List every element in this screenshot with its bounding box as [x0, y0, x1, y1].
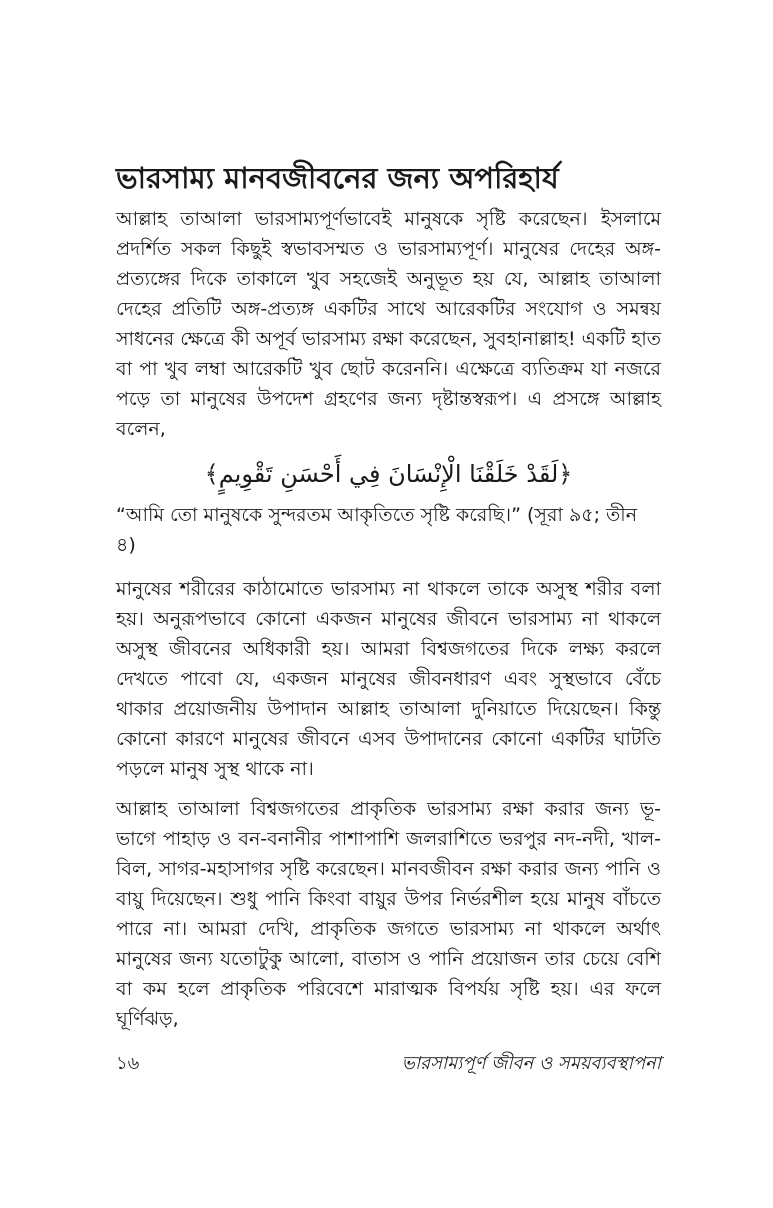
paragraph-body-health: মানুষের শরীরের কাঠামোতে ভারসাম্য না থাকলে তাকে অসুস্থ শরীর বলা হয়। অনুরূপভাবে কোনো একজন মানুষের জীবনে ভারসাম্য না থাকলে অসুস্থ জীবনের অধিকারী হয়। আমরা বিশ্বজগতের দিকে লক্ষ্য করলে দেখতে পাবো যে, একজন মানুষের জীবনধারণ এবং সুস্থভাবে বেঁচে থাকার প্রয়োজনীয় উপাদান আল্লাহ তাআলা দুনিয়াতে দিয়েছেন। কিন্তু কোনো কারণে মানুষের জীবনে এসব উপাদানের কোনো একটির ঘাটতি পড়লে মানুষ সুস্থ থাকে না।: [116, 578, 661, 780]
page-number: ১৬: [116, 1053, 140, 1074]
section-heading: ভারসাম্য মানবজীবনের জন্য অপরিহার্য: [116, 161, 559, 195]
verse-translation: “আমি তো মানুষকে সুন্দরতম আকৃতিতে সৃষ্টি করেছি।” (সূরা ৯৫; তীন ৪): [116, 504, 638, 556]
arabic-verse: ﴿لَقَدْ خَلَقْنَا الْإِنْسَانَ فِي أَحْسَنِ تَقْوِيمٍ﴾: [204, 460, 573, 488]
paragraph-body-nature: আল্লাহ তাআলা বিশ্বজগতের প্রাকৃতিক ভারসাম্য রক্ষা করার জন্য ভূ-ভাগে পাহাড় ও বন-বনানীর পাশাপাশি জলরাশিতে ভরপুর নদ-নদী, খাল-বিল, সাগর-মহাসাগর সৃষ্টি করেছেন। মানবজীবন রক্ষা করার জন্য পানি ও বায়ু দিয়েছেন। শুধু পানি কিংবা বায়ুর উপর নির্ভরশীল হয়ে মানুষ বাঁচতে পারে না। আমরা দেখি, প্রাকৃতিক জগতে ভারসাম্য না থাকলে অর্থাৎ মানুষের জন্য যতোটুকু আলো, বাতাস ও পানি প্রয়োজন তার চেয়ে বেশি বা কম হলে প্রাকৃতিক পরিবেশে মারাত্মক বিপর্যয় সৃষ্টি হয়। এর ফলে ঘূর্ণিঝড়,: [116, 798, 661, 1030]
running-title: ভারসাম্যপূর্ণ জীবন ও সময়ব্যবস্থাপনা: [401, 1053, 661, 1074]
page-body: [116, 158, 661, 1044]
paragraph-intro: আল্লাহ তাআলা ভারসাম্যপূর্ণভাবেই মানুষকে সৃষ্টি করেছেন। ইসলামে প্রদর্শিত সকল কিছুই স্বভাবসম্মত ও ভারসাম্যপূর্ণ। মানুষের দেহের অঙ্গ-প্রত্যঙ্গের দিকে তাকালে খুব সহজেই অনুভূত হয় যে, আল্লাহ তাআলা দেহের প্রতিটি অঙ্গ-প্রত্যঙ্গ একটির সাথে আরেকটির সংযোগ ও সমন্বয় সাধনের ক্ষেত্রে কী অপূর্ব ভারসাম্য রক্ষা করেছেন, সুবহানাল্লাহ! একটি হাত বা পা খুব লম্বা আরেকটি খুব ছোট করেননি। এক্ষেত্রে ব্যতিক্রম যা নজরে পড়ে তা মানুষের উপদেশ গ্রহণের জন্য দৃষ্টান্তস্বরূপ। এ প্রসঙ্গে আল্লাহ বলেন,: [116, 208, 661, 440]
